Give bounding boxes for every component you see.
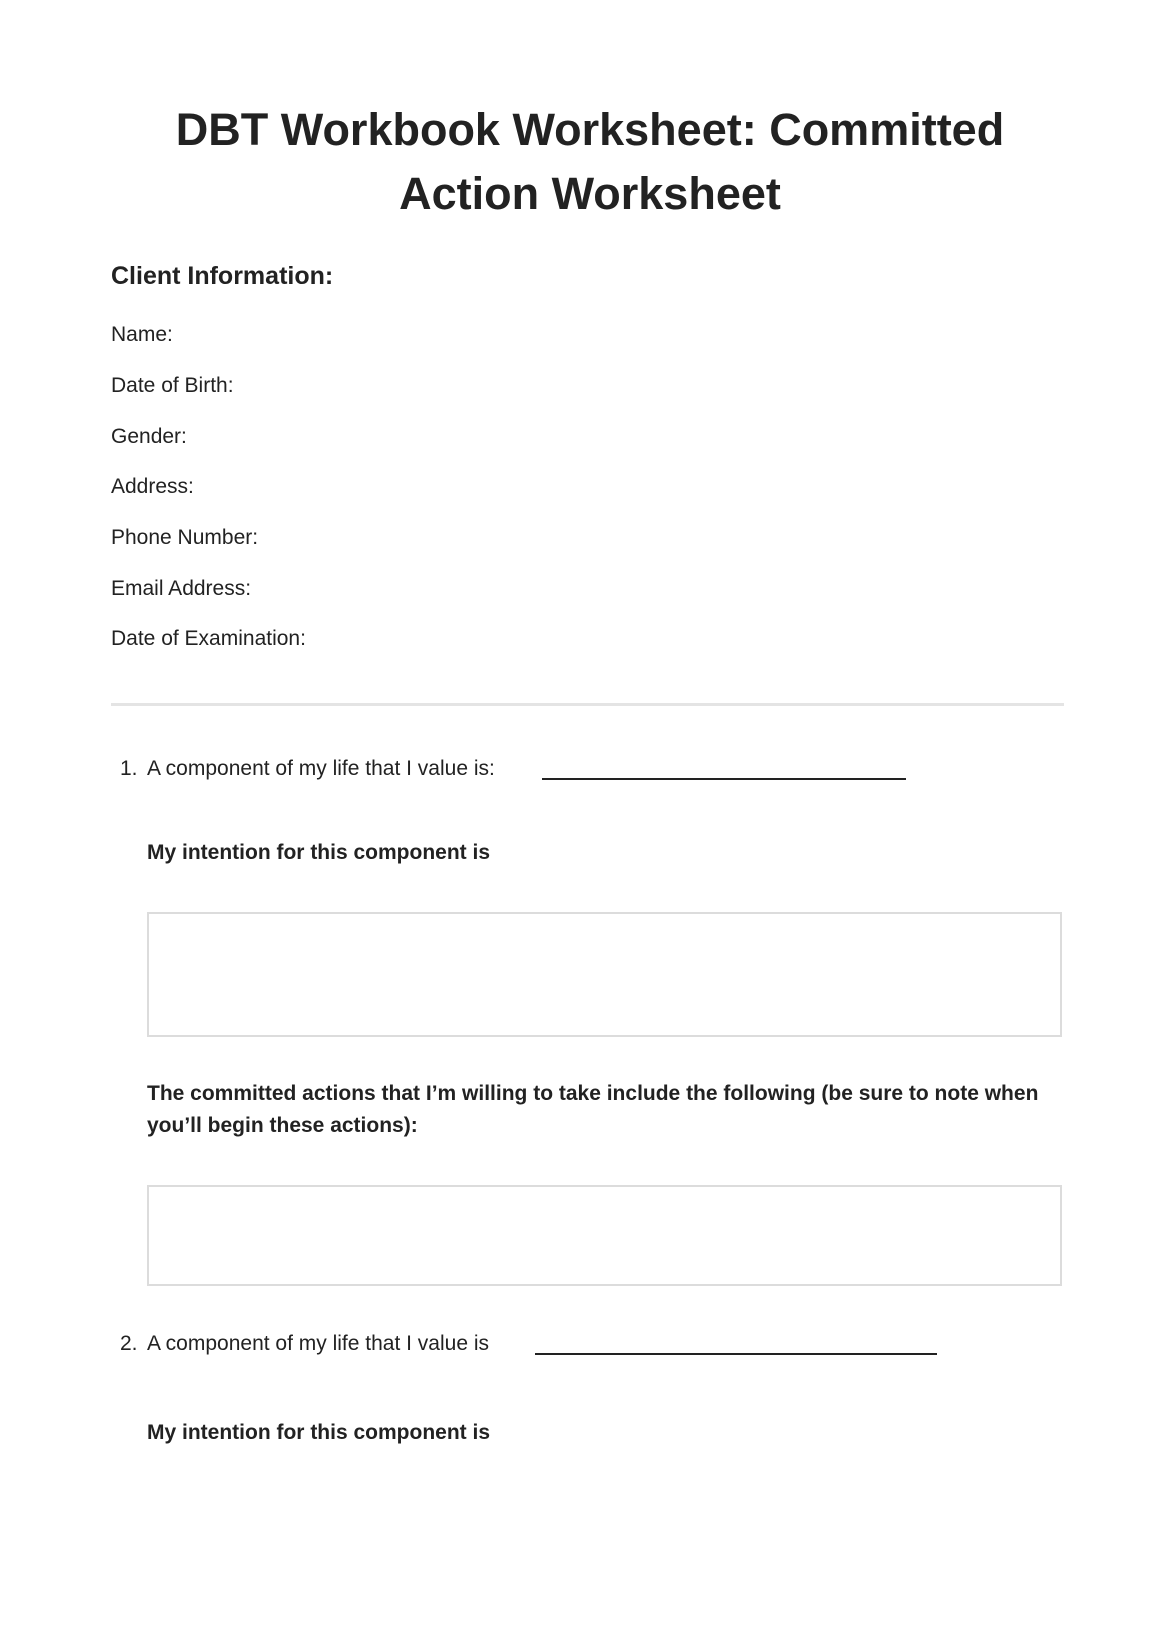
question-1-prompt: A component of my life that I value is: [147,757,495,780]
field-address-label: Address: [111,475,194,498]
question-2-answer-line[interactable] [535,1353,937,1355]
page-title: DBT Workbook Worksheet: Committed Action Worksheet [175,104,1005,219]
field-gender-label: Gender: [111,425,187,448]
client-info-heading: Client Information: [111,262,334,290]
field-name-label: Name: [111,323,173,346]
field-email-label: Email Address: [111,577,252,600]
question-2-prompt: A component of my life that I value is [147,1332,490,1355]
question-1-intention-label: My intention for this component is [147,841,490,864]
field-phone-label: Phone Number: [111,526,259,549]
question-1-actions-label: The committed actions that I’m willing to take include the following (be sure to note when you’ll begin these actions): [147,1082,1039,1137]
question-1-intention-box[interactable] [147,912,1062,1037]
field-dob-label: Date of Birth: [111,374,234,397]
field-exam-date-label: Date of Examination: [111,627,306,650]
question-1-number: 1. [120,757,138,780]
question-2-number: 2. [120,1332,138,1355]
question-1-answer-line[interactable] [542,778,906,780]
section-divider [111,703,1064,706]
question-2-intention-label: My intention for this component is [147,1421,490,1444]
question-1-actions-box[interactable] [147,1185,1062,1286]
